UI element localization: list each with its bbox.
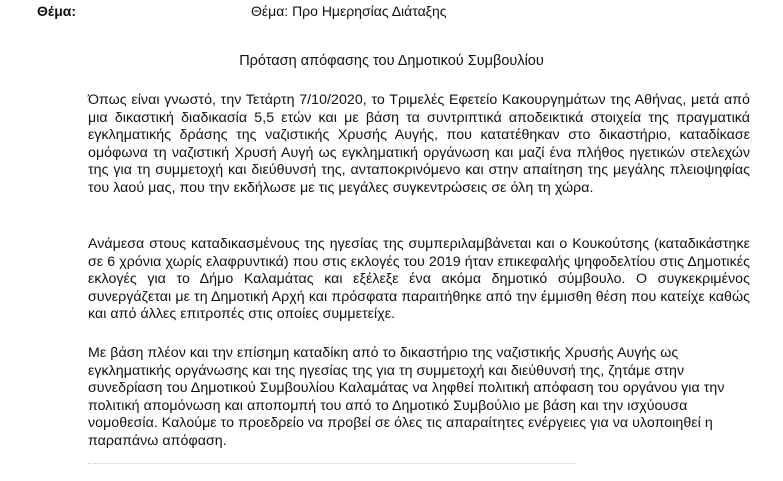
subject-label: Θέμα:	[37, 3, 77, 19]
document-title: Πρόταση απόφασης του Δημοτικού Συμβουλίου	[239, 53, 544, 69]
paragraph-request: Με βάση πλέον και την επίσημη καταδίκη από το δικαστήριο της ναζιστικής Χρυσής Αυγής ως εγκληματικής οργάνωσης και της ηγεσίας της για τη συμμετοχή και διεύθυνσή της, ζητάμε στην συνεδρίαση του Δημοτικού Συμβουλίου Καλαμάτας να ληφθεί πολιτική απόφαση του οργάνου για την πολιτική απομόνωση και αποπομπή του από το Δημοτικό Συμβούλιο με βάση και την ισχύουσα νομοθεσία. Καλούμε το προεδρείο να προβεί σε όλες τις απαραίτητες ενέργειες για να υλοποιηθεί η παραπάνω απόφαση.	[88, 345, 725, 449]
paragraph-conviction: Όπως είναι γνωστό, την Τετάρτη 7/10/2020, το Τριμελές Εφετείο Κακουργημάτων της Αθήνας, μετά από μια δικαστική διαδικασία 5,5 ετών και με βάση τα συντριπτικά αποδεικτικά στοιχεία της πραγματικά εγκληματικής δράσης της ναζιστικής Χρυσής Αυγής, που κατατέθηκαν στο δικαστήριο, καταδίκασε ομόφωνα τη ναζιστική Χρυσή Αυγή ως εγκληματική οργάνωση και μαζί ένα πλήθος ηγετικών στελεχών της για τη συμμετοχή και διεύθυνσή της, ανταποκρινόμενο και στην απαίτηση της μεγάλης πλειοψηφίας του λαού μας, που την εκδήλωσε με τις μεγάλες συγκεντρώσεις σε όλη τη χώρα.	[88, 92, 750, 196]
subject-value: Θέμα: Προ Ημερησίας Διάταξης	[251, 3, 447, 19]
paragraph-councillor: Ανάμεσα στους καταδικασμένους της ηγεσίας της συμπεριλαμβάνεται και ο Κουκούτσης (καταδικάστηκε σε 6 χρόνια χωρίς ελαφρυντικά) που στις εκλογές του 2019 ήταν επικεφαλής ψηφοδελτίου στις Δημοτικές εκλογές για το Δήμο Καλαμάτας και εξέλεξε ένα ακόμα δημοτικό σύμβουλο. Ο συγκεκριμένος συνεργάζεται με τη Δημοτική Αρχή και πρόσφατα παραιτήθηκε από την έμμισθη θέση που κατείχε καθώς και από άλλες επιτροπές στις οποίες συμμετείχε.	[88, 236, 750, 322]
footer-divider	[88, 463, 576, 464]
